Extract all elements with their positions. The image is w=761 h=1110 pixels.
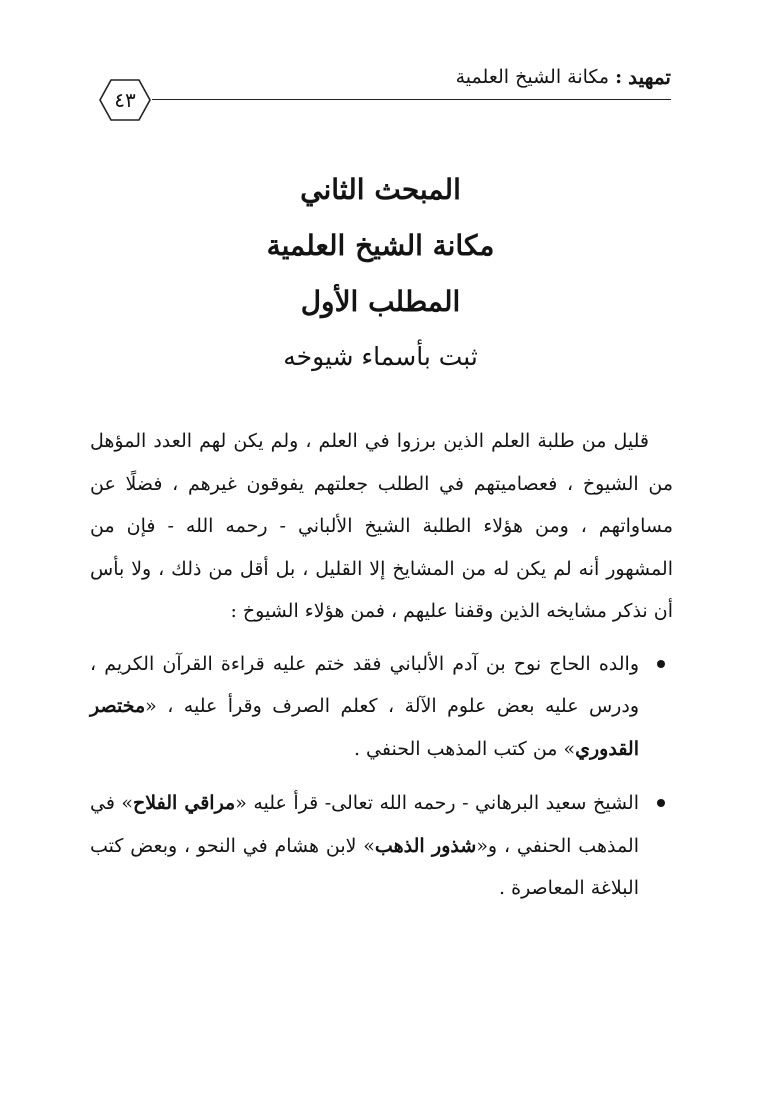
subchapter-title: المطلب الأول [300, 285, 461, 318]
list-item-text: » في المذهب الحنفي ، و« [90, 792, 639, 857]
running-header [456, 62, 671, 92]
chapter-title: مكانة الشيخ العلمية [266, 229, 495, 262]
book-title: مختصر القدوري [90, 695, 639, 760]
header-chapter-label: تمهيد [628, 65, 671, 89]
list-item-text: » لابن هشام في النحو ، وبعض كتب البلاغة المعاصرة . [90, 834, 639, 899]
book-title: مراقي الفلاح [133, 792, 236, 814]
subject-title: ثبت بأسماء شيوخه [283, 342, 478, 371]
list-item-text: والده الحاج نوح بن آدم الألباني فقد ختم عليه قراءة القرآن الكريم ، ودرس عليه بعض علوم الآلة ، كعلم الصرف وقرأ عليه ، « [90, 652, 639, 717]
list-item-text: » من كتب المذهب الحنفي . [353, 737, 576, 760]
page-number: ٤٣ [114, 88, 136, 112]
header-colon: : [615, 65, 623, 88]
page-number-badge [98, 78, 152, 122]
list-item [90, 782, 673, 910]
header-rule [152, 99, 671, 100]
bullet-icon [657, 660, 665, 668]
bullet-icon [657, 799, 665, 807]
intro-paragraph: قليل من طلبة العلم الذين برزوا في العلم ، ولم يكن لهم العدد المؤهل من الشيوخ ، فعصاميتهم في الطلب جعلتهم يفوقون غيرهم ، فضلًا عن مساواتهم ، ومن هؤلاء الطلبة الشيخ الألباني - رحمه الله - فإن من المشهور أنه لم يكن له من المشايخ إلا القليل ، بل أقل من ذلك ، ولا بأس أن نذكر مشايخه الذين وقفنا عليهم ، فمن هؤلاء الشيوخ : [90, 430, 673, 622]
title-block [90, 170, 671, 369]
teachers-list [90, 643, 673, 910]
list-item [90, 643, 673, 771]
body-text [90, 420, 673, 922]
section-title: المبحث الثاني [300, 173, 461, 206]
book-title: شذور الذهب [374, 834, 477, 857]
header-chapter-subject: مكانة الشيخ العلمية [455, 65, 610, 88]
list-item-text: الشيخ سعيد البرهاني - رحمه الله تعالى- قرأ عليه « [235, 792, 639, 814]
